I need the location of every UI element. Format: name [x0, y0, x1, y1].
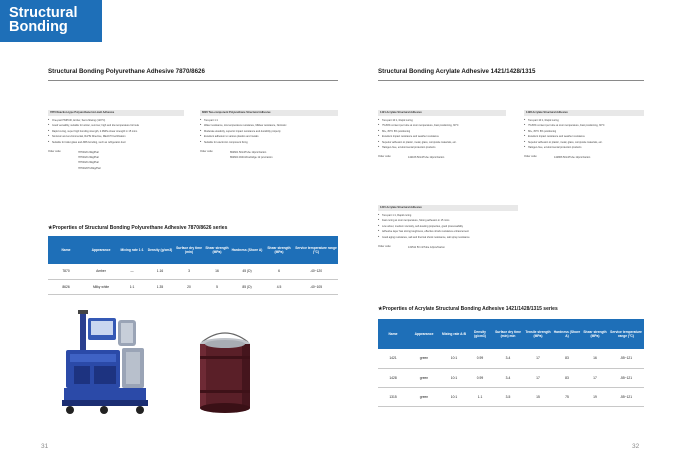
col-header: Name [378, 319, 408, 349]
feature-list [378, 213, 518, 240]
page-number-right: 32 [632, 443, 640, 450]
right-properties-title: ★Properties of Acrylate Structural Bonding Adhesive 1421/1428/1315 series [378, 306, 558, 312]
col-header: Service temperature range (°C) [294, 236, 338, 264]
table-cell: 0.99 [468, 368, 492, 387]
left-properties-table [48, 236, 338, 295]
right-section-title: Structural Bonding Acrylate Adhesive 1421/1428/1315 [378, 68, 536, 75]
feature-item: ● Good aging resistance, salt and thermal shock resistance, salt spray resistance [378, 235, 518, 240]
feature-list [378, 118, 506, 150]
order-codes [524, 155, 644, 160]
order-code-label: Order code: [48, 150, 62, 154]
product-box-1421 [378, 110, 506, 161]
table-cell: -55~121 [608, 387, 644, 406]
order-codes [378, 155, 506, 160]
col-header: Appearance [84, 236, 118, 264]
product-header: 1428 Acrylate Structural Adhesive [524, 110, 644, 116]
feature-item: ● 80+, 80°C 8% positioning [524, 129, 644, 134]
feature-item: ● Moderate elasticity, superior impact resistance and durability property [200, 129, 338, 134]
col-header: Service temperature range (°C) [608, 319, 644, 349]
feature-item: ● 75-80% content per tube at room temperature, Fast positioning, 30°C [524, 123, 644, 128]
feature-item: ● Fast curing at room temperature, Strong adhesion in 15 mins [378, 218, 518, 223]
feature-item: ● Superior adhesion to plastic, metal, glass, composite materials, etc. [524, 140, 644, 145]
dispensing-machine-image [58, 308, 158, 418]
feature-item: ● Nontoxic and environmental, RoHS Directive, REACH Certification [48, 134, 184, 139]
table-cell: 4.5 [264, 279, 294, 294]
table-cell: 3-4 [492, 349, 524, 368]
table-cell: 6 [264, 264, 294, 279]
table-cell: green [408, 368, 440, 387]
table-cell: 5 [204, 279, 230, 294]
table-row [378, 368, 644, 387]
table-cell: 1.16 [146, 264, 174, 279]
table-row [48, 264, 338, 279]
order-code-label: Order code: [524, 155, 538, 159]
order-codes [200, 150, 338, 160]
table-cell: 1428 [378, 368, 408, 387]
table-cell: 45 (D) [230, 264, 264, 279]
feature-item: ● 75-80% content per tube at room temperature, Fast positioning, 30°C [378, 123, 506, 128]
product-header: 8626 Two-component Polyurethane Structural Adhesive [200, 110, 338, 116]
table-cell: 3-5 [492, 387, 524, 406]
feature-item: ● Excellent impact resistance and weather resistance [378, 134, 506, 139]
order-code: 862601 50ml/Tube 12pcs/Carton [230, 151, 267, 155]
table-cell: -40~105 [294, 279, 338, 294]
table-cell: 20 [174, 279, 204, 294]
feature-item: ● Two-part 1:1 [200, 118, 338, 123]
product-header: 1421 Acrylate Structural Adhesive [378, 110, 506, 116]
table-cell: 1315 [378, 387, 408, 406]
order-code: 7870020 20kg/Pail [78, 151, 99, 155]
order-code: 7870020 20kg/Pail [78, 156, 99, 160]
order-codes [48, 150, 184, 171]
feature-item: ● Good versatility, suitable for winter, summer, high and low temperature formula [48, 123, 184, 128]
banner-line-2: Bonding [9, 19, 68, 35]
table-row [378, 387, 644, 406]
feature-item: ● Water resistance, low temperature resistance, Mildew resistance, Nontoxic [200, 123, 338, 128]
order-code: 142866 50ml/Tube 12pcs/Carton [554, 156, 591, 160]
feature-item: ● Excellent impact resistance and weather resistance [524, 134, 644, 139]
product-header: 1315 Acrylate Structural Adhesive [378, 205, 518, 211]
col-header: Tensile strength (MPa) [524, 319, 552, 349]
left-section-title: Structural Bonding Polyurethane Adhesive 7870/8626 [48, 68, 205, 75]
order-code-label: Order code: [378, 245, 392, 249]
feature-item: ● Suitable for toilet glass and ABS bonding, such as refrigerator door [48, 140, 184, 145]
table-cell: -40~120 [294, 264, 338, 279]
table-cell: — [118, 264, 146, 279]
feature-item: ● 80+, 80°C 8% positioning [378, 129, 506, 134]
table-cell: Amber [84, 264, 118, 279]
table-cell: 1.1 [468, 387, 492, 406]
table-cell: 83 [552, 368, 582, 387]
col-header: Hardness (Shore A) [230, 236, 264, 264]
order-code: 131511 50 ml/Tube 12pcs/Carton [408, 246, 445, 250]
banner-line-1: Structural [9, 5, 78, 21]
table-cell: 3-4 [492, 368, 524, 387]
feature-item: ● Superior adhesion to plastic, metal, glass, composite materials, etc. [378, 140, 506, 145]
table-cell: -55~121 [608, 368, 644, 387]
order-code: 862604 490ml/Cartridge 12 pcs/carton [230, 156, 273, 160]
table-cell: 19 [582, 387, 608, 406]
right-properties-table [378, 319, 644, 407]
table-cell: 3 [174, 264, 204, 279]
table-cell: 0.99 [468, 349, 492, 368]
order-code-label: Order code: [378, 155, 392, 159]
table-cell: Milky white [84, 279, 118, 294]
table-cell: 8626 [48, 279, 84, 294]
feature-item: ● Two-part 10:1, Rapid curing [524, 118, 644, 123]
table-cell: 7870 [48, 264, 84, 279]
col-header: Hardness (Shore A) [552, 319, 582, 349]
feature-item: ● Two-part 1:1, Rapid curing [378, 213, 518, 218]
table-cell: green [408, 349, 440, 368]
feature-item: ● Halogen-free, environmental protection products [524, 145, 644, 150]
feature-list [524, 118, 644, 150]
feature-item: ● Two-part 10:1, Rapid curing [378, 118, 506, 123]
col-header: Surface dry time (min) min [492, 319, 524, 349]
col-header: Density (g/cm3) [468, 319, 492, 349]
left-properties-title: ★Properties of Structural Bonding Polyurethane Adhesive 7870/8626 series [48, 225, 228, 231]
page-number-left: 31 [41, 443, 49, 450]
col-header: Shear strength (MPa) [204, 236, 230, 264]
col-header: Surface dry time (min) [174, 236, 204, 264]
table-cell: 83 [552, 349, 582, 368]
table-cell: 15 [524, 387, 552, 406]
adhesive-pail-image [196, 330, 254, 416]
col-header: Shear strength (MPa) [264, 236, 294, 264]
product-box-7870 [48, 110, 184, 171]
feature-item: ● Halogen-free, environmental protection products [378, 145, 506, 150]
feature-list [48, 118, 184, 145]
feature-item: ● Adhesive layer has strong toughness, effective shock resistance enhancement [378, 229, 518, 234]
table-cell: 10:1 [440, 368, 468, 387]
feature-item: ● Low odour, medium viscosity, self-leveling properties, good processability [378, 224, 518, 229]
col-header: Name [48, 236, 84, 264]
table-cell: 10:1 [440, 349, 468, 368]
table-cell: 17 [524, 368, 552, 387]
right-title-rule [378, 80, 644, 81]
col-header: Mixing rate A:B [440, 319, 468, 349]
table-cell: 1421 [378, 349, 408, 368]
col-header: Shear strength (MPa) [582, 319, 608, 349]
table-cell: -55~121 [608, 349, 644, 368]
table-row [48, 279, 338, 294]
feature-item: ● Suitable for electronic component fixing [200, 140, 338, 145]
order-code: 7870020H 20kg/Pail [78, 166, 101, 170]
table-cell: 16 [204, 264, 230, 279]
order-codes [378, 245, 518, 250]
order-code: 142166 50ml/Tube 12pcs/Carton [408, 156, 445, 160]
product-header: 7870 Reaction-type Polyurethane Hot-melt Adhesive [48, 110, 184, 116]
section-banner [0, 0, 102, 42]
table-header-row [378, 319, 644, 349]
product-box-8626 [200, 110, 338, 160]
product-box-1428 [524, 110, 644, 161]
table-cell: 1:1 [118, 279, 146, 294]
table-header-row [48, 236, 338, 264]
table-row [378, 349, 644, 368]
col-header: Mixing rate 1:1 [118, 236, 146, 264]
feature-item: ● One-part HMPUR, Amber, Semi-flowing (120°C) [48, 118, 184, 123]
table-cell: 10:1 [440, 387, 468, 406]
col-header: Appearance [408, 319, 440, 349]
order-code-label: Order code: [200, 150, 214, 154]
table-cell: 75 [552, 387, 582, 406]
order-code: 7870020 20kg/Pail [78, 161, 99, 165]
feature-item: ● Excellent adhesion to various plastics and metals [200, 134, 338, 139]
table-cell: 1.35 [146, 279, 174, 294]
table-cell: 17 [524, 349, 552, 368]
table-cell: green [408, 387, 440, 406]
left-title-rule [48, 80, 338, 81]
product-box-1315 [378, 205, 518, 250]
table-cell: 17 [582, 368, 608, 387]
table-cell: 16 [582, 349, 608, 368]
col-header: Density (g/cm3) [146, 236, 174, 264]
feature-list [200, 118, 338, 145]
feature-item: ● Rapid curing, super high bonding strength, 2.0MPa shear strength in 15 mins [48, 129, 184, 134]
table-cell: 85 (D) [230, 279, 264, 294]
